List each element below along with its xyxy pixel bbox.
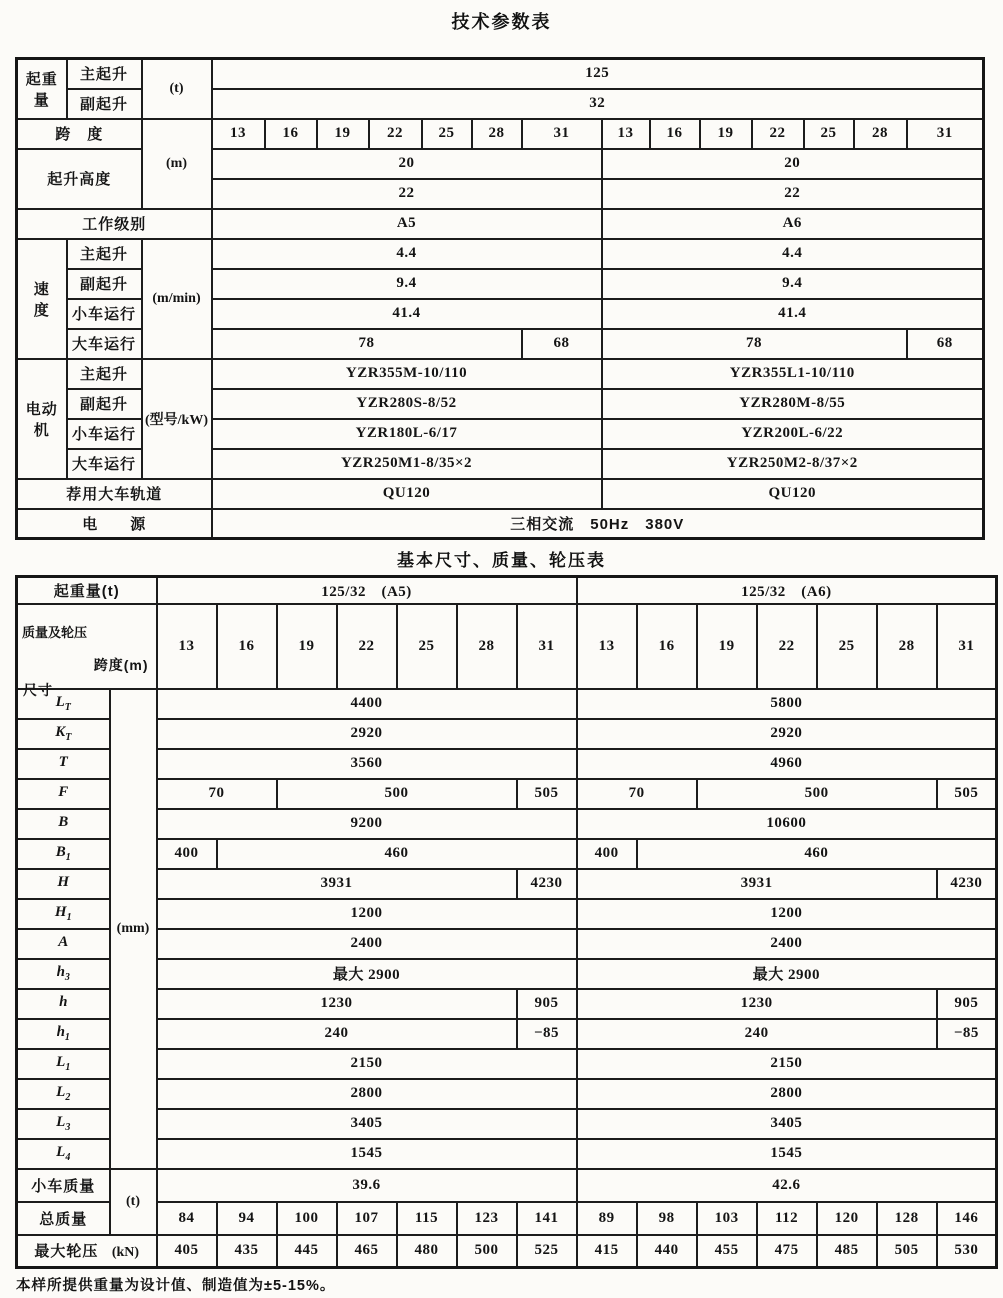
value-cell: 4.4 xyxy=(212,239,602,269)
table-cell: 240 xyxy=(577,1019,937,1049)
table-cell: 4960 xyxy=(577,749,997,779)
dimension-symbol: $L_4$ xyxy=(17,1139,110,1169)
group-header: 125/32 (A6) xyxy=(577,577,997,604)
value-cell: 125 xyxy=(212,59,984,89)
table-cell: 1545 xyxy=(157,1139,577,1169)
value-cell: 41.4 xyxy=(212,299,602,329)
table-row xyxy=(17,929,997,959)
value-cell: 9.4 xyxy=(602,269,984,299)
row-label: 主起升 xyxy=(67,359,142,389)
dimension-symbol: $L_T$ xyxy=(17,689,110,719)
table-cell: 2400 xyxy=(157,929,577,959)
table-cell: 460 xyxy=(637,839,997,869)
table-row xyxy=(17,839,997,869)
value-cell: 22 xyxy=(602,179,984,209)
table-cell: 16 xyxy=(650,119,700,149)
table-cell: 25 xyxy=(422,119,472,149)
table-cell: 31 xyxy=(907,119,984,149)
dimension-symbol: $K_T$ xyxy=(17,719,110,749)
table-cell: 78 xyxy=(212,329,522,359)
dimensions-table xyxy=(15,575,998,1269)
table-row xyxy=(17,509,984,539)
table-cell: 25 xyxy=(817,604,877,689)
row-label: 荐用大车轨道 xyxy=(17,479,212,509)
value-cell: YZR200L-6/22 xyxy=(602,419,984,449)
table-cell: 485 xyxy=(817,1235,877,1268)
dimension-symbol: A xyxy=(17,929,110,959)
row-label: 总质量 xyxy=(17,1202,110,1235)
table-cell: 22 xyxy=(337,604,397,689)
table-row xyxy=(17,119,984,149)
table-cell: 16 xyxy=(637,604,697,689)
table-cell: 3931 xyxy=(157,869,517,899)
diag-mass-label: 质量及轮压 xyxy=(22,625,88,640)
row-label: 大车运行 xyxy=(67,329,142,359)
table-cell: 2920 xyxy=(157,719,577,749)
technical-parameters-table xyxy=(15,57,985,540)
table-cell: 530 xyxy=(937,1235,997,1268)
table-row xyxy=(17,1109,997,1139)
row-label: 小车运行 xyxy=(67,419,142,449)
table-cell: 28 xyxy=(457,604,517,689)
table-cell: 2150 xyxy=(577,1049,997,1079)
table-cell: 最大 2900 xyxy=(157,959,577,989)
value-cell: 20 xyxy=(602,149,984,179)
value-cell: A6 xyxy=(602,209,984,239)
table-cell: 94 xyxy=(217,1202,277,1235)
table-cell: 70 xyxy=(577,779,697,809)
table-row xyxy=(17,359,984,389)
unit-label: (t) xyxy=(110,1169,157,1235)
row-label: 电 源 xyxy=(17,509,212,539)
table-cell: −85 xyxy=(937,1019,997,1049)
table-cell: 13 xyxy=(577,604,637,689)
row-label: 跨 度 xyxy=(17,119,142,149)
row-label: 小车质量 xyxy=(17,1169,110,1202)
table-cell: 22 xyxy=(757,604,817,689)
value-cell: 4.4 xyxy=(602,239,984,269)
table-row xyxy=(17,1169,997,1202)
table-cell: 460 xyxy=(217,839,577,869)
value-cell: A5 xyxy=(212,209,602,239)
table-row xyxy=(17,1079,997,1109)
table-cell: 445 xyxy=(277,1235,337,1268)
table-row xyxy=(17,1139,997,1169)
table-cell: 440 xyxy=(637,1235,697,1268)
table-cell: 1230 xyxy=(157,989,517,1019)
value-cell: YZR180L-6/17 xyxy=(212,419,602,449)
row-label: 起重量 xyxy=(17,59,67,119)
table-cell: 3405 xyxy=(157,1109,577,1139)
diag-dim-label: 尺寸 xyxy=(23,682,53,698)
table-cell: 13 xyxy=(157,604,217,689)
table-cell: 31 xyxy=(522,119,602,149)
table-cell: −85 xyxy=(517,1019,577,1049)
row-label: 起升高度 xyxy=(17,149,142,209)
dimension-symbol: B xyxy=(17,809,110,839)
table-cell: 1200 xyxy=(577,899,997,929)
value-cell: 20 xyxy=(212,149,602,179)
table-cell: 25 xyxy=(804,119,854,149)
footnote: 本样所提供重量为设计值、制造值为±5-15%。 xyxy=(16,1278,336,1294)
dimension-symbol: h xyxy=(17,989,110,1019)
dimension-symbol: T xyxy=(17,749,110,779)
value-cell: YZR280S-8/52 xyxy=(212,389,602,419)
row-label: 电动机 xyxy=(17,359,67,479)
diagonal-header-cell xyxy=(17,604,157,698)
table-cell: 400 xyxy=(157,839,217,869)
table-cell: 1200 xyxy=(157,899,577,929)
row-label: 副起升 xyxy=(67,389,142,419)
table-cell: 141 xyxy=(517,1202,577,1235)
table-cell: 500 xyxy=(697,779,937,809)
table-cell: 16 xyxy=(217,604,277,689)
dimension-symbol: $L_2$ xyxy=(17,1079,110,1109)
table-cell: 68 xyxy=(907,329,984,359)
value-cell: 42.6 xyxy=(577,1169,997,1202)
table-cell: 28 xyxy=(877,604,937,689)
value-cell: QU120 xyxy=(212,479,602,509)
table-row xyxy=(17,59,984,89)
value-cell: YZR280M-8/55 xyxy=(602,389,984,419)
value-cell: 三相交流 50Hz 380V xyxy=(212,509,984,539)
table-cell: 112 xyxy=(757,1202,817,1235)
table-row xyxy=(17,749,997,779)
table-row xyxy=(17,809,997,839)
table-cell: 100 xyxy=(277,1202,337,1235)
table-cell: 505 xyxy=(937,779,997,809)
dimension-symbol: $L_3$ xyxy=(17,1109,110,1139)
dimension-symbol: $h_1$ xyxy=(17,1019,110,1049)
row-label: 起重量(t) xyxy=(17,577,157,604)
diag-span-label: 跨度(m) xyxy=(93,657,149,673)
table-row xyxy=(17,1235,997,1268)
value-cell: 22 xyxy=(212,179,602,209)
dimension-symbol: $L_1$ xyxy=(17,1049,110,1079)
table-row xyxy=(17,689,997,719)
table-row xyxy=(17,989,997,1019)
dimension-symbol: $h_3$ xyxy=(17,959,110,989)
value-cell: 39.6 xyxy=(157,1169,577,1202)
table-cell: 480 xyxy=(397,1235,457,1268)
table-cell: 19 xyxy=(700,119,752,149)
table-cell: 9200 xyxy=(157,809,577,839)
table-cell: 505 xyxy=(517,779,577,809)
table-cell: 2800 xyxy=(157,1079,577,1109)
table-row xyxy=(17,869,997,899)
table-cell: 最大 2900 xyxy=(577,959,997,989)
table-cell: 22 xyxy=(369,119,422,149)
table-cell: 4400 xyxy=(157,689,577,719)
table-row xyxy=(17,719,997,749)
table-cell: 31 xyxy=(517,604,577,689)
table-cell: 4230 xyxy=(517,869,577,899)
value-cell: YZR250M1-8/35×2 xyxy=(212,449,602,479)
row-label: 小车运行 xyxy=(67,299,142,329)
dimension-rows xyxy=(17,689,997,1169)
table-cell: 4230 xyxy=(937,869,997,899)
unit-label: (m/min) xyxy=(142,239,212,359)
table-row xyxy=(17,1202,997,1235)
unit-label: (m) xyxy=(142,119,212,209)
table-cell: 89 xyxy=(577,1202,637,1235)
table-cell: 19 xyxy=(317,119,369,149)
table-cell: 525 xyxy=(517,1235,577,1268)
value-cell: YZR355M-10/110 xyxy=(212,359,602,389)
table-cell: 115 xyxy=(397,1202,457,1235)
dimension-symbol: H xyxy=(17,869,110,899)
group-header: 125/32 (A5) xyxy=(157,577,577,604)
table-cell: 240 xyxy=(157,1019,517,1049)
table-row xyxy=(17,899,997,929)
table-cell: 435 xyxy=(217,1235,277,1268)
row-label: 主起升 xyxy=(67,59,142,89)
table-cell: 28 xyxy=(472,119,522,149)
table-cell: 146 xyxy=(937,1202,997,1235)
table-cell: 70 xyxy=(157,779,277,809)
table-cell: 3931 xyxy=(577,869,937,899)
table-row xyxy=(17,577,997,604)
table-cell: 455 xyxy=(697,1235,757,1268)
table-cell: 415 xyxy=(577,1235,637,1268)
table-cell: 78 xyxy=(602,329,907,359)
row-label: 速 度 xyxy=(17,239,67,359)
table-cell: 25 xyxy=(397,604,457,689)
table-row xyxy=(17,604,997,689)
unit-label: (t) xyxy=(142,59,212,119)
table-cell: 3560 xyxy=(157,749,577,779)
table-cell: 2920 xyxy=(577,719,997,749)
table-cell: 905 xyxy=(517,989,577,1019)
value-cell: QU120 xyxy=(602,479,984,509)
dimension-symbol: $B_1$ xyxy=(17,839,110,869)
table-cell: 505 xyxy=(877,1235,937,1268)
table-cell: 405 xyxy=(157,1235,217,1268)
table-cell: 5800 xyxy=(577,689,997,719)
table-cell: 2800 xyxy=(577,1079,997,1109)
row-label: 大车运行 xyxy=(67,449,142,479)
value-cell: YZR250M2-8/37×2 xyxy=(602,449,984,479)
row-label: 副起升 xyxy=(67,89,142,119)
unit-label: (mm) xyxy=(110,689,157,1169)
table1-title: 技术参数表 xyxy=(451,12,552,32)
value-cell: YZR355L1-10/110 xyxy=(602,359,984,389)
table2-title: 基本尺寸、质量、轮压表 xyxy=(397,551,606,570)
table-cell: 475 xyxy=(757,1235,817,1268)
row-label: 副起升 xyxy=(67,269,142,299)
table-cell: 500 xyxy=(277,779,517,809)
table-row xyxy=(17,479,984,509)
table-cell: 123 xyxy=(457,1202,517,1235)
table-cell: 10600 xyxy=(577,809,997,839)
table-cell: 68 xyxy=(522,329,602,359)
table-cell: 2150 xyxy=(157,1049,577,1079)
table-cell: 98 xyxy=(637,1202,697,1235)
table-row xyxy=(17,1019,997,1049)
table-row xyxy=(17,239,984,269)
table-cell: 1545 xyxy=(577,1139,997,1169)
dimension-symbol: $H_1$ xyxy=(17,899,110,929)
table-cell: 2400 xyxy=(577,929,997,959)
value-cell: 41.4 xyxy=(602,299,984,329)
unit-label: (型号/kW) xyxy=(142,359,212,479)
table-row xyxy=(17,209,984,239)
table-cell: 120 xyxy=(817,1202,877,1235)
table-cell: 22 xyxy=(752,119,804,149)
row-label: 最大轮压 (kN) xyxy=(17,1235,157,1268)
table-row xyxy=(17,1049,997,1079)
table-cell: 28 xyxy=(854,119,907,149)
value-cell: 32 xyxy=(212,89,984,119)
table-cell: 128 xyxy=(877,1202,937,1235)
row-label: 主起升 xyxy=(67,239,142,269)
table-cell: 107 xyxy=(337,1202,397,1235)
table-cell: 13 xyxy=(602,119,650,149)
table-cell: 3405 xyxy=(577,1109,997,1139)
table-cell: 905 xyxy=(937,989,997,1019)
value-cell: 9.4 xyxy=(212,269,602,299)
table-cell: 16 xyxy=(265,119,317,149)
table-cell: 500 xyxy=(457,1235,517,1268)
table-cell: 31 xyxy=(937,604,997,689)
table-cell: 19 xyxy=(697,604,757,689)
table-cell: 103 xyxy=(697,1202,757,1235)
table-row xyxy=(17,959,997,989)
table-row xyxy=(17,779,997,809)
row-label: 工作级别 xyxy=(17,209,212,239)
table-cell: 465 xyxy=(337,1235,397,1268)
table-cell: 84 xyxy=(157,1202,217,1235)
table-cell: 400 xyxy=(577,839,637,869)
table-cell: 19 xyxy=(277,604,337,689)
table-cell: 13 xyxy=(212,119,265,149)
table-cell: 1230 xyxy=(577,989,937,1019)
dimension-symbol: F xyxy=(17,779,110,809)
